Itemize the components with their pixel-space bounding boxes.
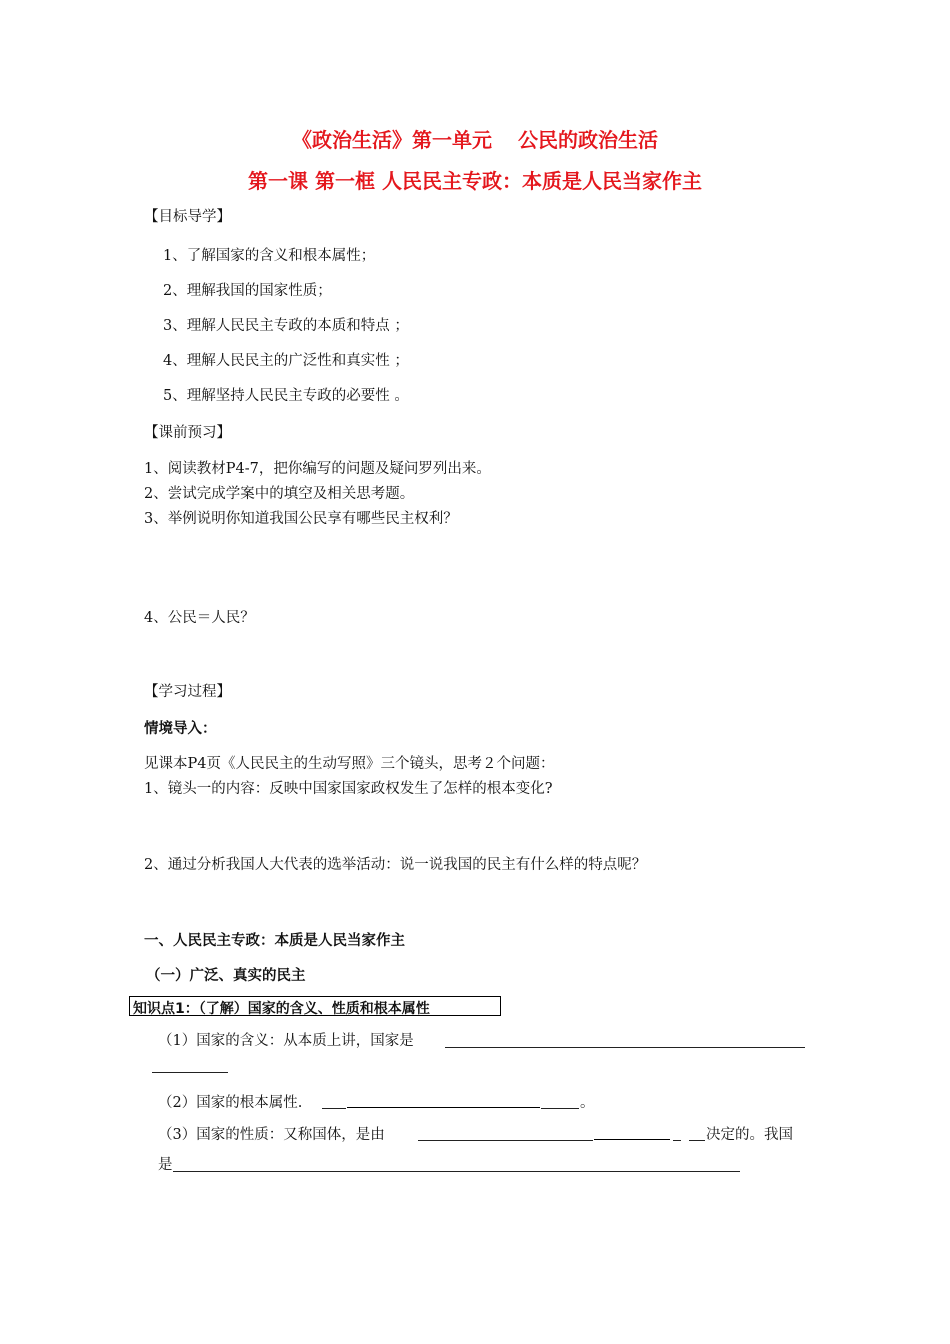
section1-heading: 一、人民民主专政：本质是人民当家作主 — [144, 933, 405, 949]
fill-1-blank-continued[interactable] — [152, 1072, 228, 1073]
intro-text: 见课本P4页《人民民主的生动写照》三个镜头，思考２个问题： — [144, 756, 555, 772]
preview-item-4: 4、公民＝人民？ — [144, 610, 255, 626]
preview-item-1: 1、阅读教材P4-7，把你编写的问题及疑问罗列出来。 — [144, 461, 491, 477]
fill-1-prefix: （1）国家的含义：从本质上讲，国家是 — [158, 1033, 414, 1049]
objective-item-4: 4、理解人民民主的广泛性和真实性 ； — [163, 353, 409, 369]
preview-item-3: 3、举例说明你知道我国公民享有哪些民主权利？ — [144, 511, 458, 527]
process-heading: 【学习过程】 — [144, 684, 231, 700]
fill-2-blank-right[interactable] — [541, 1108, 579, 1109]
fill-1-blank[interactable] — [445, 1047, 805, 1048]
objective-item-1: 1、了解国家的含义和根本属性； — [163, 248, 376, 264]
document-title — [0, 124, 950, 153]
fill-2-blank-left[interactable] — [322, 1108, 346, 1109]
fill-3-blank-right[interactable] — [689, 1140, 705, 1141]
question-2: 2、通过分析我国人大代表的选举活动：说一说我国的民主有什么样的特点呢？ — [144, 857, 647, 873]
title-part2: 公民的政治生活 — [518, 128, 658, 152]
fill-3-suffix: 决定的。我国 — [706, 1127, 793, 1143]
fill-2-blank-main[interactable] — [347, 1107, 540, 1108]
fill-3-prefix: （3）国家的性质：又称国体，是由 — [158, 1127, 385, 1143]
title-part1: 《政治生活》第一单元 — [292, 128, 492, 152]
preview-item-2: 2、尝试完成学案中的填空及相关思考题。 — [144, 486, 415, 502]
knowledge-point-label: 知识点1：（了解）国家的含义、性质和根本属性 — [133, 1001, 430, 1017]
document-subtitle: 第一课 第一框 人民民主专政：本质是人民当家作主 — [248, 169, 702, 193]
intro-heading: 情境导入： — [144, 721, 217, 737]
fill-3-blank-left[interactable] — [418, 1140, 593, 1141]
fill-3-line2-blank[interactable] — [173, 1171, 740, 1172]
preview-heading: 【课前预习】 — [144, 425, 231, 441]
fill-3-line2-prefix: 是 — [158, 1157, 173, 1173]
objective-item-3: 3、理解人民民主专政的本质和特点 ； — [163, 318, 409, 334]
section1-subheading: （一）广泛、真实的民主 — [146, 968, 306, 984]
fill-2-prefix: （2）国家的根本属性. — [158, 1095, 303, 1111]
fill-3-blank-gap[interactable] — [673, 1140, 681, 1141]
fill-2-suffix: 。 — [580, 1095, 595, 1111]
question-1: 1、镜头一的内容：反映中国家国家政权发生了怎样的根本变化? — [144, 781, 553, 797]
objective-item-2: 2、理解我国的国家性质； — [163, 283, 332, 299]
fill-3-blank-main[interactable] — [594, 1139, 670, 1140]
objective-item-5: 5、理解坚持人民民主专政的必要性 。 — [163, 388, 409, 404]
objectives-heading: 【目标导学】 — [144, 209, 231, 225]
